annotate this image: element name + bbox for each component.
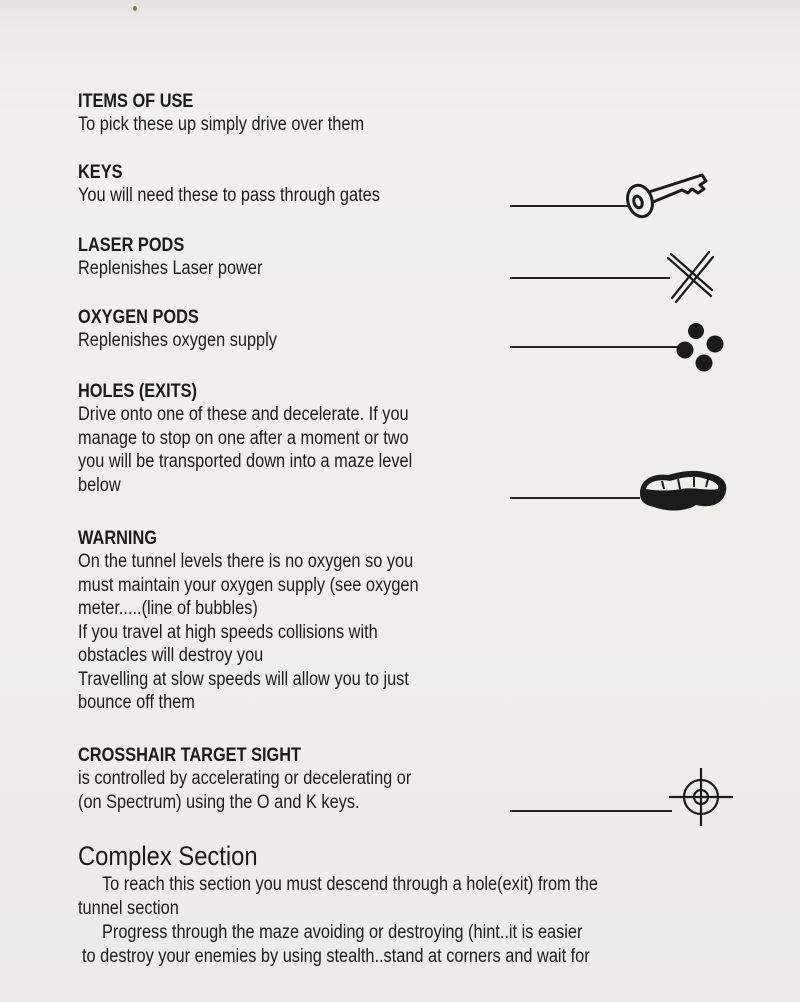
laser-pod-icon: [664, 246, 716, 304]
laser-pods-section: [78, 234, 292, 281]
page-top-shadow: [0, 0, 800, 26]
holes-line-3: you will be transported down into a maze level: [78, 451, 413, 472]
keys-section: [78, 161, 429, 208]
complex-paragraph-2-line-1: Progress through the maze avoiding or destroying (hint..it is easier: [102, 922, 583, 943]
items-of-use-heading: ITEMS OF USE: [78, 91, 194, 112]
holes-line-1: Drive onto one of these and decelerate. If you: [78, 404, 409, 425]
warning-heading: WARNING: [78, 528, 157, 549]
warning-line-4: If you travel at high speeds collisions with: [78, 621, 378, 643]
crosshair-line-1: is controlled by accelerating or decelerating or: [78, 768, 412, 789]
complex-paragraph-1-line-2: tunnel section: [78, 898, 179, 919]
warning-line-1: On the tunnel levels there is no oxygen so you: [78, 551, 414, 572]
laser-pods-heading: LASER PODS: [78, 235, 185, 256]
warning-line-2: must maintain your oxygen supply (see oxygen: [78, 574, 419, 596]
oxygen-pods-heading: OXYGEN PODS: [78, 307, 199, 328]
keys-pointer-line: [510, 205, 628, 207]
oxygen-pods-section: [78, 306, 309, 353]
crosshair-pointer-line: [510, 810, 672, 812]
warning-line-7: bounce off them: [78, 692, 195, 713]
crosshair-line-2: (on Spectrum) using the O and K keys.: [78, 791, 360, 813]
complex-paragraph-1-line-1: To reach this section you must descend through a hole(exit) from the: [102, 874, 598, 895]
warning-line-6: Travelling at slow speeds will allow you to just: [78, 668, 409, 690]
warning-section: [78, 527, 474, 715]
holes-line-2: manage to stop on one after a moment or two: [78, 427, 409, 449]
laser-pods-pointer-line: [510, 277, 670, 279]
holes-heading: HOLES (EXITS): [78, 381, 197, 402]
complex-paragraph-2-line-2: to destroy your enemies by using stealth..stand at corners and wait for: [82, 946, 590, 967]
oxygen-pods-text: Replenishes oxygen supply: [78, 330, 277, 351]
holes-section: [78, 380, 467, 497]
print-speck: [133, 6, 137, 11]
items-of-use-text: To pick these up simply drive over them: [78, 114, 365, 135]
keys-text: You will need these to pass through gates: [78, 185, 380, 206]
crosshair-icon: [665, 766, 735, 828]
oxygen-pods-pointer-line: [510, 346, 678, 348]
complex-section-title: Complex Section: [78, 841, 258, 871]
crosshair-heading: CROSSHAIR TARGET SIGHT: [78, 745, 302, 766]
holes-pointer-line: [510, 497, 640, 499]
warning-line-3: meter.....(line of bubbles): [78, 598, 258, 619]
warning-line-5: obstacles will destroy you: [78, 645, 264, 666]
keys-heading: KEYS: [78, 162, 123, 183]
items-of-use-section: [78, 90, 411, 137]
oxygen-pod-icon: [674, 320, 730, 376]
key-icon: [622, 165, 722, 223]
laser-pods-text: Replenishes Laser power: [78, 258, 263, 279]
holes-line-4: below: [78, 474, 121, 496]
hole-icon: [634, 465, 732, 515]
crosshair-section: [78, 744, 466, 814]
